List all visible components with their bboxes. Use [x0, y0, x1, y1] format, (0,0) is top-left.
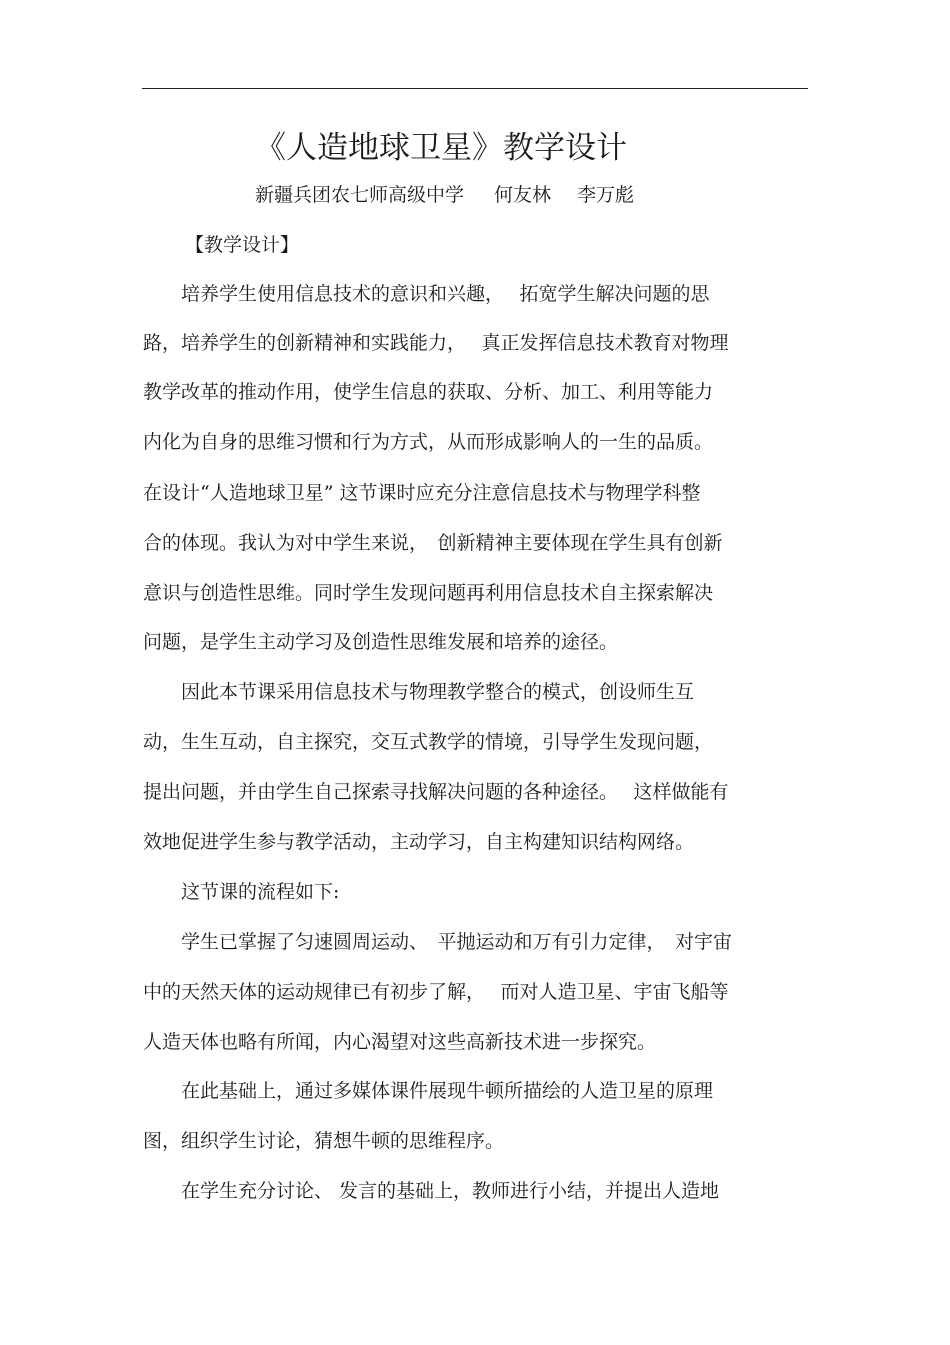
body-line: 教学改革的推动作用，使学生信息的获取、分析、加工、利用等能力: [143, 381, 714, 403]
body-line: 这节课的流程如下:: [143, 881, 340, 903]
body-line: 因此本节课采用信息技术与物理教学整合的模式，创设师生互: [143, 681, 695, 703]
body-line: 学生已掌握了匀速圆周运动、 平抛运动和万有引力定律， 对宇宙: [143, 931, 733, 953]
body-line: 在此基础上，通过多媒体课件展现牛顿所描绘的人造卫星的原理: [143, 1080, 714, 1102]
body-line: 培养学生使用信息技术的意识和兴趣， 拓宽学生解决问题的思: [143, 283, 710, 305]
body-line: 路，培养学生的创新精神和实践能力， 真正发挥信息技术教育对物理: [143, 332, 729, 354]
body-line: 动，生生互动，自主探究，交互式教学的情境，引导学生发现问题，: [143, 731, 714, 753]
body-line: 人造天体也略有所闻，内心渴望对这些高新技术进一步探究。: [143, 1031, 657, 1053]
body-line: 意识与创造性思维。同时学生发现问题再利用信息技术自主探索解决: [143, 582, 714, 604]
body-line: 问题，是学生主动学习及创造性思维发展和培养的途径。: [143, 631, 619, 653]
body-line: 合的体现。我认为对中学生来说， 创新精神主要体现在学生具有创新: [143, 532, 723, 554]
author-name-2: 李万彪: [577, 184, 635, 206]
author-name-1: 何友林: [494, 184, 552, 206]
body-line: 在设计“人造地球卫星” 这节课时应充分注意信息技术与物理学科整: [143, 482, 701, 504]
body-line: 中的天然天体的运动规律已有初步了解， 而对人造卫星、宇宙飞船等: [143, 981, 729, 1003]
author-line: [255, 180, 634, 207]
header-rule: [142, 88, 808, 89]
body-line: 内化为自身的思维习惯和行为方式，从而形成影响人的一生的品质。: [143, 431, 714, 453]
section-heading: 【教学设计】: [185, 234, 300, 256]
body-line: 效地促进学生参与教学活动，主动学习，自主构建知识结构网络。: [143, 831, 695, 853]
body-line: 在学生充分讨论、 发言的基础上，教师进行小结，并提出人造地: [143, 1180, 720, 1202]
author-school: 新疆兵团农七师高级中学: [255, 184, 465, 206]
body-line: 提出问题，并由学生自己探索寻找解决问题的各种途径。 这样做能有: [143, 781, 729, 803]
body-line: 图，组织学生讨论，猜想牛顿的思维程序。: [143, 1130, 505, 1152]
document-title: 《人造地球卫星》教学设计: [255, 130, 627, 166]
